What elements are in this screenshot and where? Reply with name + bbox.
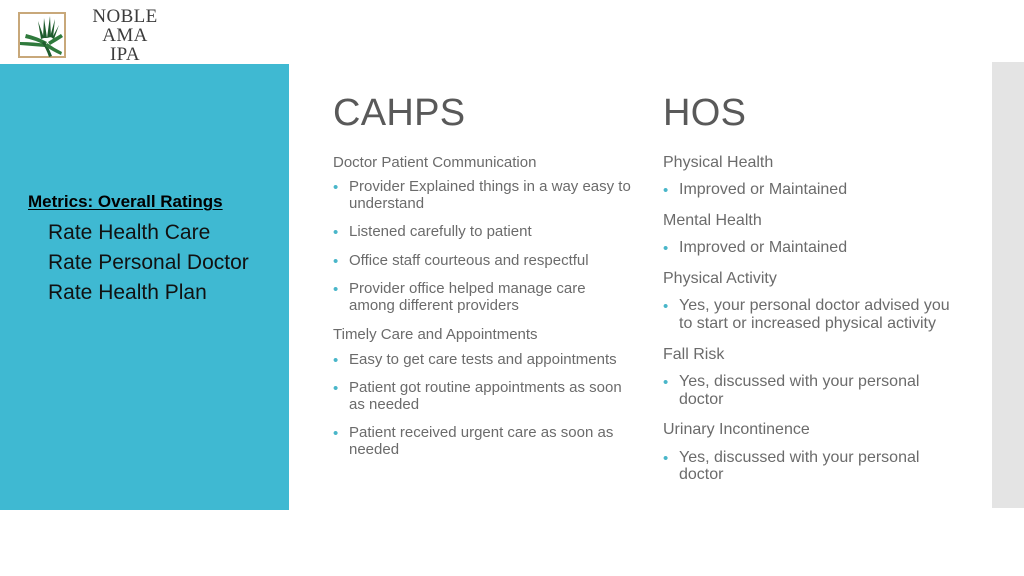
cahps-groups	[333, 154, 633, 458]
metric-group-label: Urinary Incontinence	[663, 421, 810, 439]
bullet-dot-icon: •	[333, 252, 339, 270]
metric-group	[663, 212, 963, 257]
metric-bullet-text: Provider office helped manage care among different providers	[349, 280, 586, 314]
sidebar-metrics-list	[48, 218, 278, 308]
logo-line-2: IPA	[109, 43, 141, 65]
metric-group-label: Doctor Patient Communication	[333, 154, 537, 171]
metric-bullet-text: Improved or Maintained	[679, 181, 848, 199]
metric-bullet-text: Listened carefully to patient	[349, 223, 532, 241]
metric-bullet-row	[333, 281, 633, 314]
sidebar-heading: Metrics: Overall Ratings	[28, 192, 223, 211]
sidebar-panel	[0, 64, 289, 510]
metric-group-label: Physical Health	[663, 154, 774, 171]
hos-groups	[663, 154, 963, 484]
metric-group-label: Fall Risk	[663, 345, 725, 363]
company-logo	[18, 5, 178, 65]
bullet-dot-icon: •	[333, 425, 339, 442]
column-hos	[663, 94, 963, 497]
metric-bullet-row	[663, 297, 963, 332]
column-cahps	[333, 94, 633, 470]
metric-bullet-row	[333, 380, 633, 413]
metric-bullet-row	[333, 179, 633, 212]
metric-group-label: Timely Care and Appointments	[333, 326, 538, 344]
metric-bullet-row	[333, 352, 633, 369]
sidebar-metric-item: Rate Personal Doctor	[48, 251, 249, 274]
logo-line-1: NOBLE AMA	[92, 5, 158, 46]
metric-bullet-text: Office staff courteous and respectful	[349, 251, 589, 269]
metric-bullet-row	[333, 425, 633, 458]
bullet-dot-icon: •	[333, 351, 339, 369]
column-title-hos: HOS	[663, 92, 747, 134]
metric-bullet-text: Yes, your personal doctor advised you to start or increased physical activity	[679, 297, 950, 332]
plant-leaf-icon	[18, 12, 66, 58]
metric-bullet-text: Improved or Maintained	[679, 239, 848, 257]
bullet-dot-icon: •	[663, 298, 669, 316]
metric-group	[663, 154, 963, 199]
metric-bullet-row	[333, 224, 633, 241]
metric-bullet-text: Provider Explained things in a way easy to understand	[349, 178, 631, 212]
bullet-dot-icon: •	[333, 179, 339, 197]
metric-group	[663, 270, 963, 333]
bullet-dot-icon: •	[663, 449, 669, 467]
bullet-dot-icon: •	[333, 380, 339, 397]
metric-bullet-row	[333, 253, 633, 270]
bullet-dot-icon: •	[333, 224, 339, 242]
column-title-cahps: CAHPS	[333, 92, 466, 134]
metric-bullet-row	[663, 181, 963, 199]
metric-group	[333, 326, 633, 458]
sidebar-metric-item: Rate Health Care	[48, 221, 211, 244]
metric-group	[663, 421, 963, 484]
metric-bullet-row	[663, 449, 963, 484]
metric-group-label: Physical Activity	[663, 269, 777, 287]
metric-bullet-row	[663, 239, 963, 257]
right-decorative-band	[992, 62, 1024, 508]
metric-bullet-text: Patient received urgent care as soon as needed	[349, 424, 614, 458]
metric-bullet-row	[663, 373, 963, 408]
metric-group	[333, 154, 633, 314]
metric-group-label: Mental Health	[663, 211, 762, 229]
bullet-dot-icon: •	[663, 182, 669, 200]
metric-bullet-text: Easy to get care tests and appointments	[349, 350, 617, 368]
sidebar-metric-item: Rate Health Plan	[48, 281, 207, 304]
metric-bullet-text: Yes, discussed with your personal doctor	[679, 448, 920, 484]
metric-group	[663, 346, 963, 409]
metric-bullet-text: Patient got routine appointments as soon as needed	[349, 379, 622, 413]
bullet-dot-icon: •	[333, 281, 339, 299]
bullet-dot-icon: •	[663, 373, 669, 391]
logo-wordmark	[72, 7, 178, 64]
bullet-dot-icon: •	[663, 240, 669, 258]
metric-bullet-text: Yes, discussed with your personal doctor	[679, 372, 920, 408]
